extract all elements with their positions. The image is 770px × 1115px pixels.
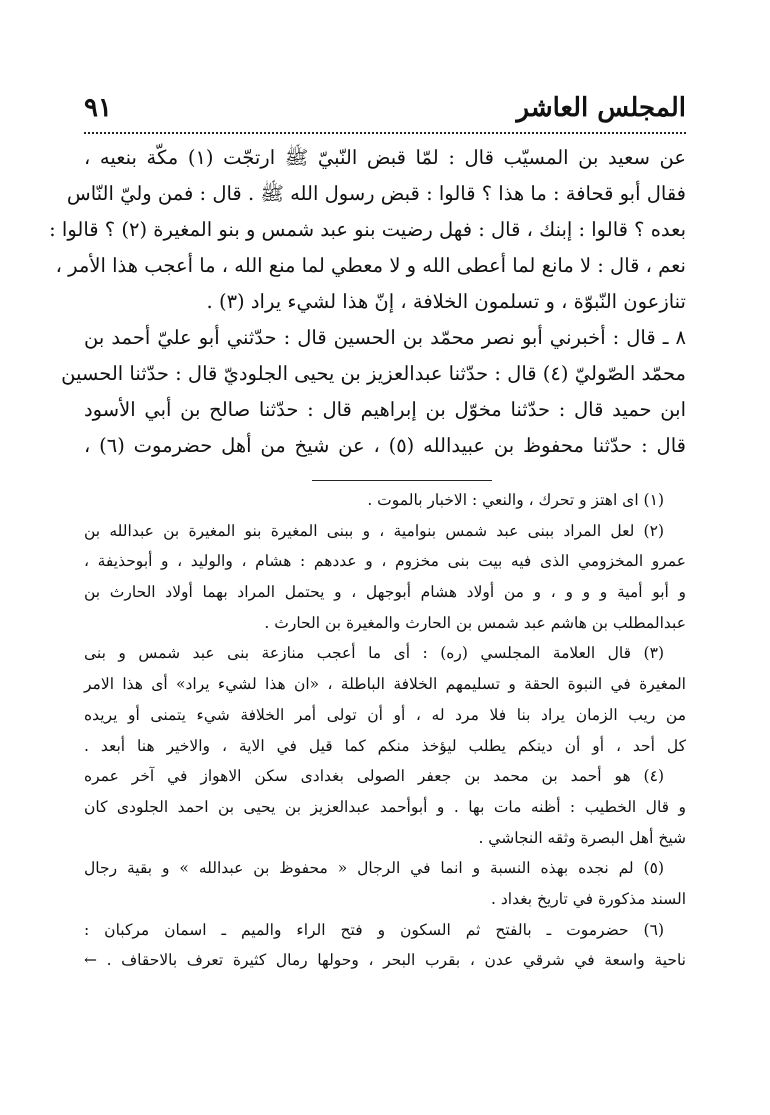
footnote-line: (١) اى اهتز و تحرك ، والنعي : الاخبار بالموت .: [367, 491, 664, 509]
footnote-3: [84, 638, 686, 761]
footnote-line: (٢) لعل المراد ببنى عبد شمس بنوامية ، و ببنى المغيرة بنو المغيرة بن عبدالله بن: [84, 521, 664, 540]
footnote-separator: [312, 480, 492, 481]
footnote-line: عمرو المخزومي الذى فيه بيت بنى مخزوم ، و عددهم : هشام ، والوليد ، و أبوحذيفة ،: [84, 552, 686, 571]
main-text-line: ابن حميد قال : حدّثنا مخوّل بن إبراهيم قال : حدّثنا صالح بن أبي الأسود: [84, 398, 686, 421]
footnote-line: و أبو أمية و و و ، و من أولاد هشام أبوجهل ، و يحتمل المراد بهما أولاد الحارث بن: [84, 583, 686, 602]
header-dotted-rule: [84, 132, 686, 134]
footnote-1: [84, 485, 686, 516]
main-text-line: فقال أبو قحافة : ما هذا ؟ قالوا : قبض رسول الله ﷺ . قال : فمن وليّ النّاس: [66, 182, 686, 205]
footnote-line: (٤) هو أحمد بن محمد بن جعفر الصولى بغدادى سكن الاهواز في آخر عمره: [84, 767, 664, 786]
footnote-line: كل أحد ، أو أن دينكم يطلب ليؤخذ منكم كما قيل في الاية ، والاخير هنا أبعد .: [84, 736, 686, 755]
main-text-line: بعده ؟ قالوا : إبنك ، قال : فهل رضيت بنو عبد شمس و بنو المغيرة (٢) ؟ قالوا :: [49, 218, 686, 241]
page-header: [84, 88, 686, 128]
footnote-line: (٣) قال العلامة المجلسي (ره) : أى ما أعجب منازعة بنى عبد شمس و بنى: [84, 644, 664, 663]
footnote-line: المغيرة في النبوة الحقة و تسليمهم الخلافة الباطلة ، «ان هذا لشيء يراد» أى هذا الامر: [84, 675, 686, 694]
main-text-line: نعم ، قال : لا مانع لما أعطى الله و لا معطي لما منع الله ، ما أعجب هذا الأمر ،: [55, 254, 686, 277]
main-text-line: قال : حدّثنا محفوظ بن عبيدالله (٥) ، عن شيخ من أهل حضرموت (٦) ،: [84, 434, 686, 457]
footnote-line: شيخ أهل البصرة وثقه النجاشي .: [478, 828, 686, 847]
footnote-line: عبدالمطلب بن هاشم عبد شمس بن الحارث والمغيرة بن الحارث .: [264, 613, 686, 632]
footnote-line: (٦) حضرموت ـ بالفتح ثم السكون و فتح الراء والميم ـ اسمان مركبان :: [84, 920, 664, 939]
footnote-5: [84, 853, 686, 914]
footnote-line: و قال الخطيب : أظنه مات بها . و أبوأحمد عبدالعزيز بن يحيى بن احمد الجلودى كان: [84, 797, 686, 816]
footnote-line: (٥) لم نجده بهذه النسبة و انما في الرجال « محفوظ بن عبدالله » و بقية رجال: [84, 859, 664, 878]
running-head: المجلس العاشر: [516, 93, 686, 123]
footnotes: [84, 485, 686, 976]
main-text-line: تنازعون النّبوّة ، و تسلمون الخلافة ، إنّ هذا لشيء يراد (٣) .: [206, 290, 686, 313]
footnote-6: [84, 915, 686, 976]
footnote-4: [84, 761, 686, 853]
footnote-line: السند مذكورة في تاريخ بغداد .: [491, 889, 686, 908]
main-text-line: عن سعيد بن المسيّب قال : لمّا قبض النّبيّ ﷺ ارتجّت (١) مكّة بنعيه ،: [84, 146, 686, 169]
main-text-line: ٨ ـ قال : أخبرني أبو نصر محمّد بن الحسين قال : حدّثني أبو عليّ أحمد بن: [84, 326, 686, 349]
main-text: [49, 140, 686, 464]
page-number: ٩١: [84, 93, 112, 123]
footnote-line: ناحية واسعة في شرقي عدن ، بقرب البحر ، وحولها رمال كثيرة تعرف بالاحقاف . ←: [84, 951, 686, 970]
footnote-line: من ريب الزمان يراد بنا فلا مرد له ، أو أن تولى أمر الخلافة شيء يتمنى أو يريده: [84, 705, 686, 724]
footnote-2: [84, 516, 686, 639]
main-text-line: محمّد الصّوليّ (٤) قال : حدّثنا عبدالعزيز بن يحيى الجلوديّ قال : حدّثنا الحسين: [61, 362, 686, 385]
